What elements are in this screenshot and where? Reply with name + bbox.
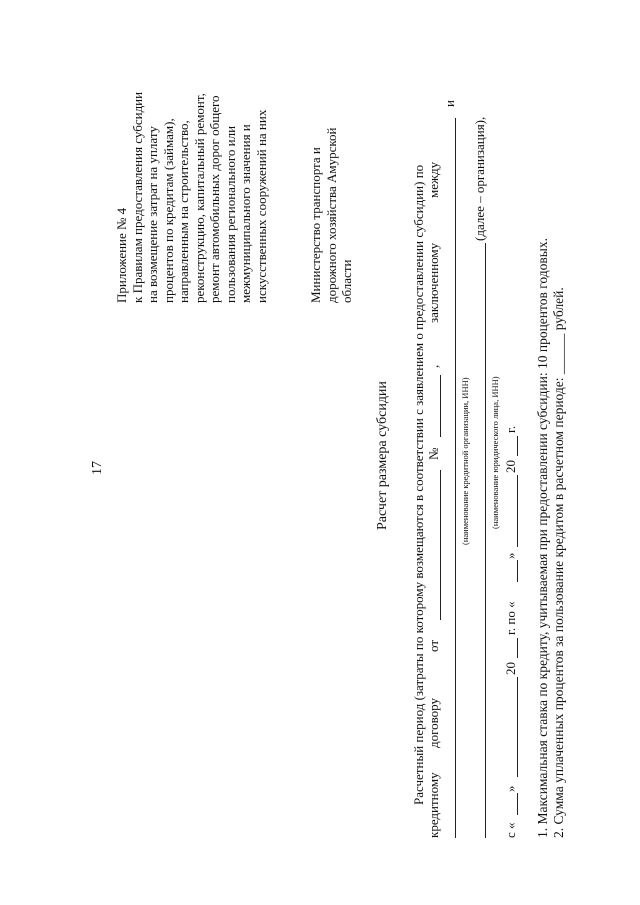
org-name-blank-line <box>485 243 486 838</box>
appendix-line: межмуниципального значения и <box>238 124 253 303</box>
word-kreditnomu: кредитному <box>426 772 441 838</box>
quote-close-2: » <box>503 552 518 559</box>
addressee-ministry <box>308 83 355 303</box>
word-mezhdu: между <box>426 161 441 198</box>
word-g: г. <box>503 425 518 433</box>
ministry-line: Министерство транспорта и <box>308 147 323 303</box>
date-blank-line <box>440 470 441 620</box>
document-title: Расчет размера субсидии <box>375 381 390 530</box>
word-zaklyuchennomu: заключенному <box>426 242 441 323</box>
caption-bank: (наименование кредитной организации, ИНН) <box>460 377 470 545</box>
item-interest-sum: 2. Сумма уплаченных процентов за пользование кредитом в расчетном периоде: ______ рублей. <box>551 287 566 838</box>
appendix-line: Приложение № 4 <box>114 207 129 303</box>
word-number: № <box>426 447 441 460</box>
month-to-blank <box>517 475 518 547</box>
caption-org: (наименование юридического лица, ИНН) <box>490 376 500 529</box>
appendix-line: реконструкцию, капитальный ремонт, <box>191 93 207 303</box>
appendix-header <box>114 53 269 303</box>
month-from-blank <box>517 677 518 777</box>
appendix-line: пользования регионального или <box>222 125 238 303</box>
appendix-line: искусственных сооружений на них <box>253 109 269 303</box>
number-blank-line <box>440 375 441 437</box>
period-intro-text: Расчетный период (затраты по которому возмещаются в соответствии с заявлением о предоставлении субсидии) по <box>411 164 426 805</box>
comma: , <box>426 364 441 368</box>
year-to-blank <box>517 436 518 456</box>
word-i: и <box>442 100 457 107</box>
page-number: 17 <box>90 461 105 475</box>
item-max-rate: 1. Максимальная ставка по кредиту, учитываемая при предоставлении субсидии: 10 процентов годовых. <box>535 238 550 838</box>
year-prefix-1: 20 <box>503 662 518 675</box>
bank-name-blank-line <box>455 118 456 838</box>
word-s: с « <box>503 822 518 838</box>
word-dalee: (далее – организация), <box>472 116 487 241</box>
day-from-blank <box>517 793 518 815</box>
ministry-line: области <box>339 259 354 303</box>
year-prefix-2: 20 <box>503 460 518 473</box>
word-g-po: г. по « <box>503 601 518 635</box>
word-ot: от <box>426 639 441 652</box>
ministry-line: дорожного хозяйства Амурской <box>323 127 339 303</box>
appendix-line: к Правилам предоставления субсидии <box>129 91 145 303</box>
appendix-line: ремонт автомобильных дорог общего <box>207 95 222 303</box>
quote-close-1: » <box>503 785 518 792</box>
appendix-line: на возмещение затрат на уплату <box>145 126 160 303</box>
day-to-blank <box>517 560 518 582</box>
year-from-blank <box>517 638 518 658</box>
appendix-line: направленным на строительство, <box>176 120 191 303</box>
word-dogovoru: договору <box>426 697 441 748</box>
appendix-line: процентов по кредитам (займам), <box>160 118 176 303</box>
